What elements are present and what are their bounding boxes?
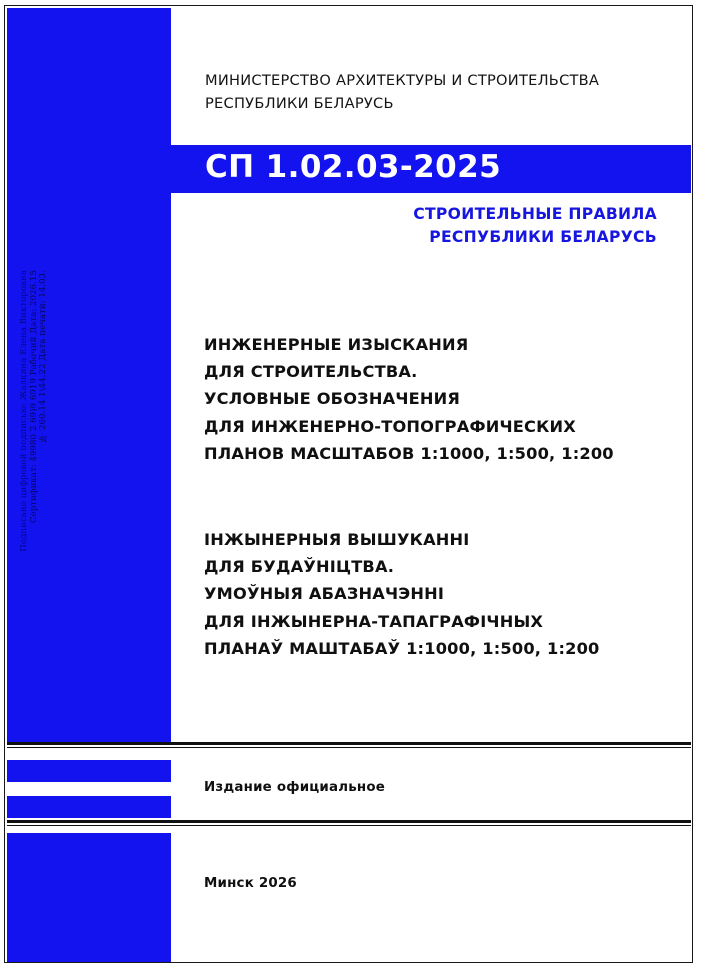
blue-left-column-top [7, 8, 171, 743]
series-subtitle-line-2: РЕСПУБЛИКИ БЕЛАРУСЬ [429, 227, 657, 246]
ministry-header-line-2: РЕСПУБЛИКИ БЕЛАРУСЬ [205, 94, 394, 112]
title-russian-line-3: УСЛОВНЫЕ ОБОЗНАЧЕНИЯ [204, 389, 461, 409]
signature-line-1: Подписано цифровой подписью: Жалкина Елена Викторовна [19, 270, 29, 552]
series-subtitle [275, 203, 657, 249]
title-belarusian-line-3: УМОЎНЫЯ АБАЗНАЧЭННІ [204, 584, 445, 604]
title-belarusian-line-2: ДЛЯ БУДАЎНІЦТВА. [204, 557, 395, 577]
divider-rule-lower [7, 820, 691, 826]
title-russian-line-1: ИНЖЕНЕРНЫЕ ИЗЫСКАНИЯ [204, 335, 469, 354]
divider-rule-upper [7, 742, 691, 748]
title-russian [204, 331, 614, 467]
title-russian-line-4: ДЛЯ ИНЖЕНЕРНО-ТОПОГРАФИЧЕСКИХ [204, 416, 576, 436]
signature-line-3: № 260.14 1\44.22 Дата печати: 14.03. [38, 270, 48, 443]
divider-thick-line [7, 820, 691, 823]
title-russian-line-5: ПЛАНОВ МАСШТАБОВ 1:1000, 1:500, 1:200 [204, 443, 614, 463]
ministry-header [205, 70, 675, 115]
blue-stripe-upper [7, 760, 171, 782]
title-belarusian [204, 526, 600, 662]
signature-line-2: Сертификат: 49980 2 69)9 6919 Рабочий Дата: 2026.15 [28, 270, 39, 523]
edition-note: Издание официальное [204, 780, 386, 795]
standard-code-title: СП 1.02.03-2025 [205, 149, 502, 185]
divider-thin-line [7, 747, 691, 748]
title-belarusian-line-1: ІНЖЫНЕРНЫЯ ВЫШУКАННІ [204, 530, 470, 549]
ministry-header-line-1: МИНИСТЕРСТВО АРХИТЕКТУРЫ И СТРОИТЕЛЬСТВА [205, 72, 600, 89]
series-subtitle-line-1: СТРОИТЕЛЬНЫЕ ПРАВИЛА [413, 205, 657, 223]
title-russian-line-2: ДЛЯ СТРОИТЕЛЬСТВА. [204, 362, 418, 382]
blue-left-column-bottom [7, 833, 171, 962]
divider-thin-line [7, 825, 691, 826]
title-belarusian-line-4: ДЛЯ ІНЖЫНЕРНА-ТАПАГРАФІЧНЫХ [204, 611, 544, 631]
title-belarusian-line-5: ПЛАНАЎ МАШТАБАЎ 1:1000, 1:500, 1:200 [204, 638, 600, 658]
blue-stripe-lower [7, 796, 171, 818]
city-and-year: Минск 2026 [204, 876, 297, 891]
divider-thick-line [7, 742, 691, 745]
